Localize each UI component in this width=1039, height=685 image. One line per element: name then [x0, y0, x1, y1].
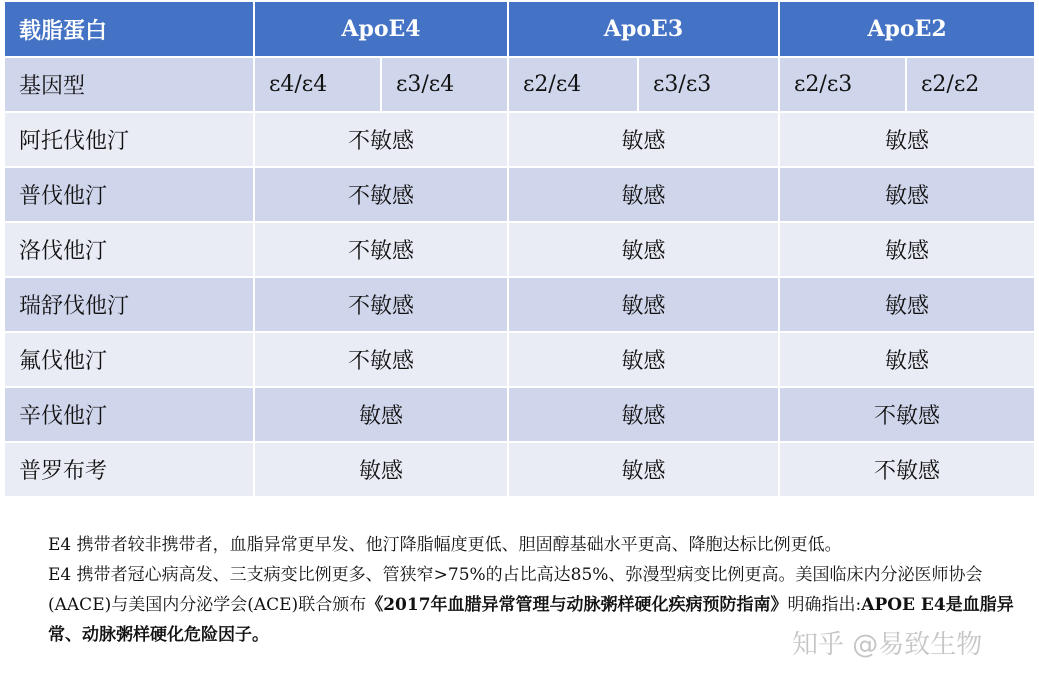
table-row	[4, 442, 1035, 497]
key-conclusion: APOE E4是血脂异常、动脉粥样硬化危险因子。	[48, 595, 1014, 645]
apoe2-sensitivity: 不敏感	[779, 387, 1035, 442]
drug-name: 普伐他汀	[4, 167, 254, 222]
table-row	[4, 387, 1035, 442]
genotype-cell: ε3/ε3	[638, 57, 779, 112]
apoe3-sensitivity: 敏感	[508, 112, 779, 167]
apoe2-sensitivity: 敏感	[779, 167, 1035, 222]
note-text: 床内分泌医师协会(AACE)与美国内分泌学会(ACE)联合颁布	[48, 565, 983, 615]
header-apoe4: ApoE4	[254, 1, 508, 57]
apoe3-sensitivity: 敏感	[508, 277, 779, 332]
table-row	[4, 277, 1035, 332]
note-paragraph-1: E4 携带者较非携带者，血脂异常更早发、他汀降脂幅度更低、胆固醇基础水平更高、降胞达标比例更低。	[48, 535, 842, 555]
genotype-cell: ε2/ε4	[508, 57, 638, 112]
guideline-title-end: 防指南》	[719, 595, 788, 615]
table-row	[4, 112, 1035, 167]
statin-sensitivity-table	[3, 0, 1036, 498]
genotype-label: 基因型	[4, 57, 254, 112]
table-row	[4, 222, 1035, 277]
header-apoe2: ApoE2	[779, 1, 1035, 57]
apoe2-sensitivity: 敏感	[779, 222, 1035, 277]
zhihu-watermark: 知乎 @易致生物	[792, 630, 983, 660]
genotype-cell: ε3/ε4	[381, 57, 508, 112]
apoe2-sensitivity: 敏感	[779, 332, 1035, 387]
drug-name: 氟伐他汀	[4, 332, 254, 387]
apoe2-sensitivity: 不敏感	[779, 442, 1035, 497]
note-text: 明确指出:	[787, 595, 862, 615]
apoe2-sensitivity: 敏感	[779, 112, 1035, 167]
apoe4-sensitivity: 不敏感	[254, 332, 508, 387]
drug-name: 辛伐他汀	[4, 387, 254, 442]
note-text: E4 携带者冠心病高发、三支病变比例更多、管狭窄>75%的占比高达85%、弥漫型病变比例更高。美国临	[48, 565, 847, 585]
drug-name: 瑞舒伐他汀	[4, 277, 254, 332]
guideline-title: 《2017年血腊异常管理与动脉粥样硬化疾病预	[366, 595, 720, 615]
apoe2-sensitivity: 敏感	[779, 277, 1035, 332]
drug-name: 阿托伐他汀	[4, 112, 254, 167]
header-apolipoprotein: 载脂蛋白	[4, 1, 254, 57]
apoe3-sensitivity: 敏感	[508, 222, 779, 277]
genotype-cell: ε2/ε3	[779, 57, 906, 112]
apoe4-sensitivity: 敏感	[254, 387, 508, 442]
apoe3-sensitivity: 敏感	[508, 387, 779, 442]
apoe3-sensitivity: 敏感	[508, 442, 779, 497]
apoe4-sensitivity: 不敏感	[254, 167, 508, 222]
apoe4-sensitivity: 不敏感	[254, 112, 508, 167]
table-row	[4, 332, 1035, 387]
genotype-row	[4, 57, 1035, 112]
apoe3-sensitivity: 敏感	[508, 332, 779, 387]
drug-name: 洛伐他汀	[4, 222, 254, 277]
apoe3-sensitivity: 敏感	[508, 167, 779, 222]
apoe4-sensitivity: 敏感	[254, 442, 508, 497]
header-apoe3: ApoE3	[508, 1, 779, 57]
table-row	[4, 167, 1035, 222]
genotype-cell: ε4/ε4	[254, 57, 381, 112]
header-row	[4, 1, 1035, 57]
apoe4-sensitivity: 不敏感	[254, 277, 508, 332]
genotype-cell: ε2/ε2	[906, 57, 1035, 112]
apoe4-sensitivity: 不敏感	[254, 222, 508, 277]
drug-name: 普罗布考	[4, 442, 254, 497]
